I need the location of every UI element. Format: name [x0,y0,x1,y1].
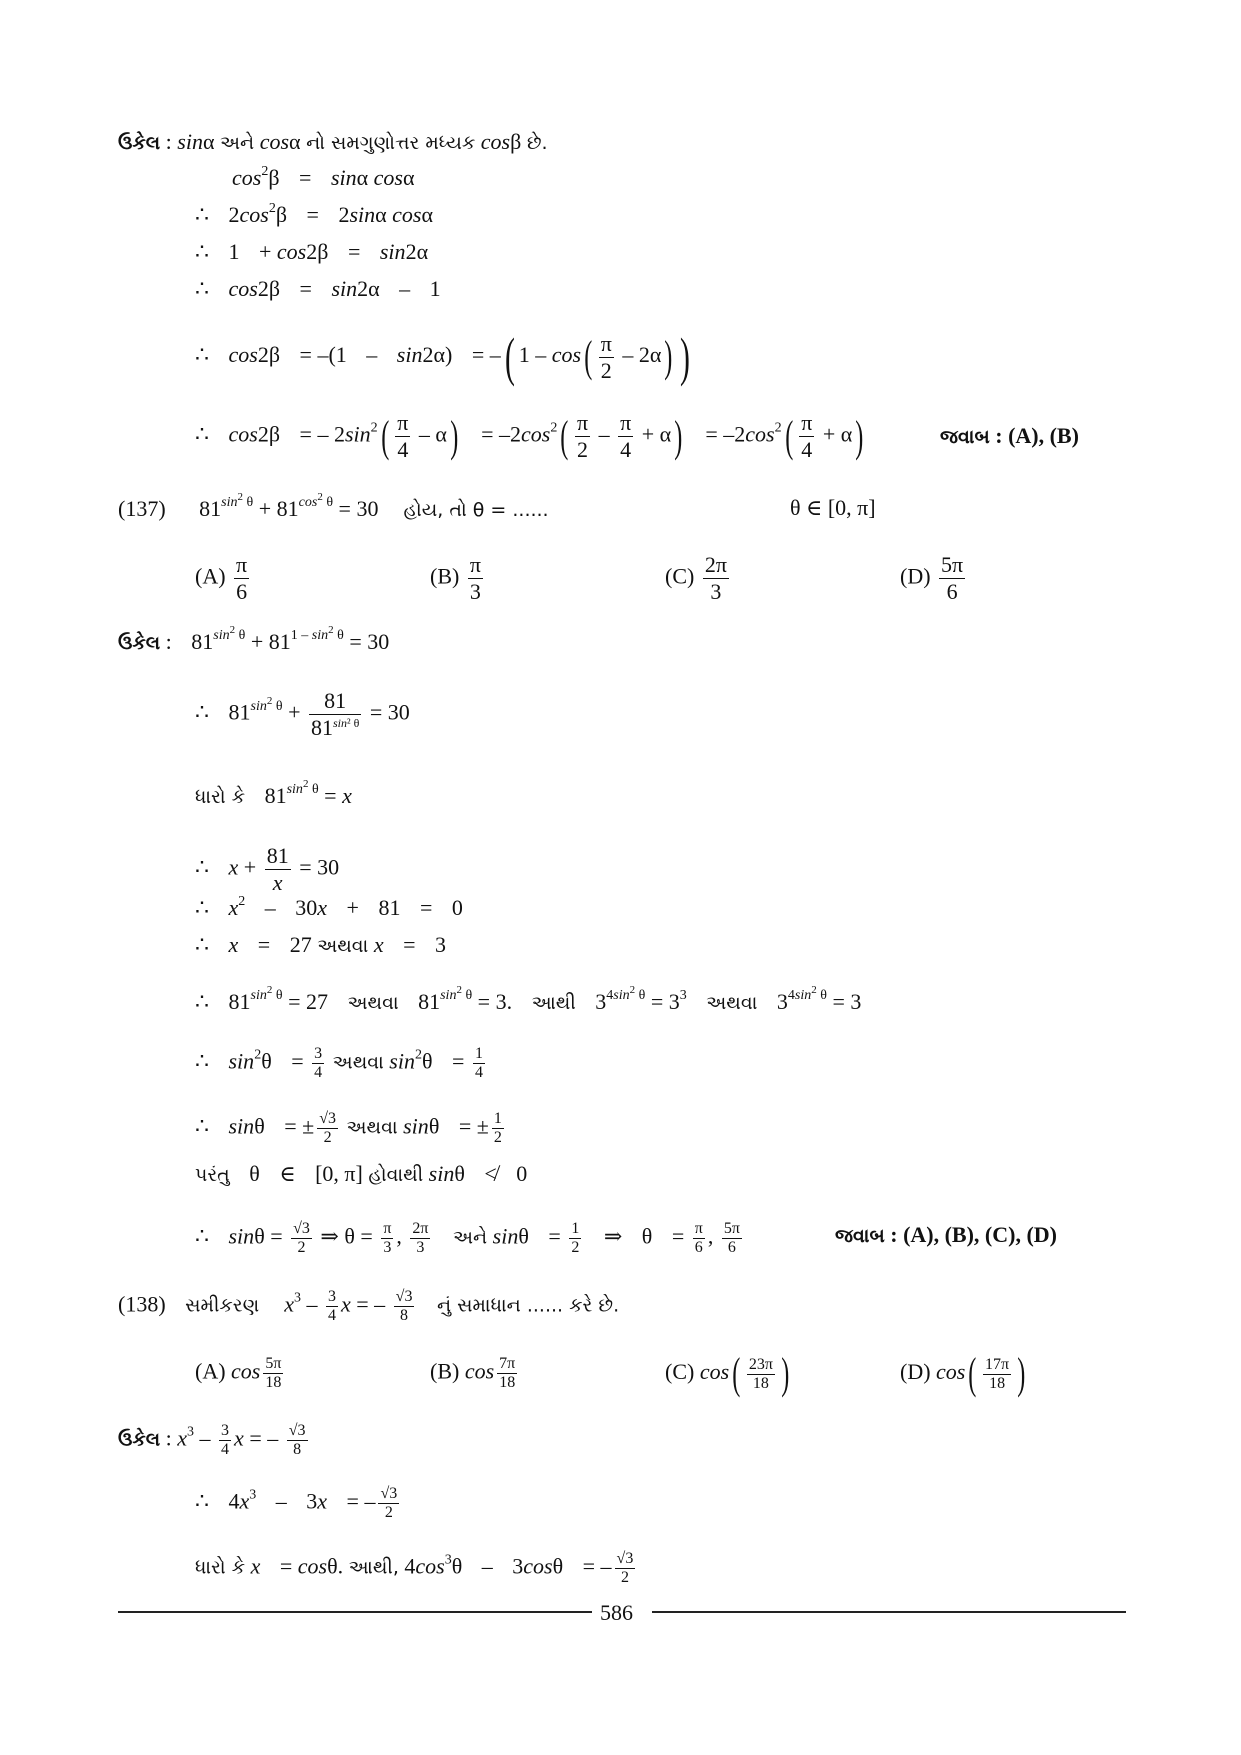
math-line: ∴ $\sin^2\theta$ = $\frac{3}{4}$ અથવા $\sin^2\theta$ = $\frac{1}{4}$ [195,1045,483,1081]
solution-137-line: ઉકેલ : $81^{sin^2 \theta} + 81^{1 - sin^2 \theta} = 30$ [118,624,390,654]
answer-137: જવાબ : (A), (B), (C), (D) [835,1222,1058,1247]
option-137-d: (D) $\frac{5\pi}{6}$ [900,552,964,604]
question-number: (138) [118,1291,166,1317]
math-line: ∴ sinθ = ± $\frac{√3}{2}$ અથવા sinθ = ± $\frac{1}{2}$ [195,1110,502,1146]
math-line: ∴ sinθ = $\frac{√3}{2}$ ⇒ θ = $\frac{\pi}{3}$ , $\frac{2\pi}{3}$ અને sinθ = $\frac{1}{2}$ ⇒ θ = $\frac{\pi}{6}$ , $\frac{5\pi}{6}$ [195,1220,740,1256]
question-137-domain: θ ∈ [0, π] [790,495,876,520]
page-number: 586 [600,1600,633,1625]
math-line: ધારો કે $81^{sin^2 \theta} = x$ [195,778,352,808]
math-line: ∴ $2\cos^2\beta = 2\sin\alpha$ cosα [195,201,434,227]
solution-label: ઉકેલ [118,132,161,154]
answer-136: જવાબ : (A), (B) [940,423,1079,448]
question-number: (137) [118,496,166,521]
question-138: (138) સમીકરણ $x^3$ – $\frac{3}{4}$ x = – $\frac{√3}{8}$ નું સમાધાન ...... કરે છે. [118,1288,620,1324]
question-137: (137) $81^{sin^2 \theta} + 81^{cos^2 \theta} = 30$ હોય, તો θ = ...... [118,491,549,521]
math-line: ∴ x + $\frac{81}{x}$ = 30 [195,843,340,895]
footer-rule-right [652,1611,1126,1613]
option-137-a: (A) $\frac{\pi}{6}$ [195,552,248,604]
math-line: ∴ cos2β = – $2\sin^2$( $\frac{\pi}{4}$ – $\alpha) = -2\cos^2$( $\frac{\pi}{2}$ – $\frac{\pi}{4}$ + $\alpha) = -2\cos^2$( $\frac{\pi}{4}$ + α) [195,410,864,462]
option-138-d: (D) cos( $\frac{17\pi}{18}$ ) [900,1349,1026,1398]
option-138-a: (A) cos $\frac{5\pi}{18}$ [195,1355,282,1391]
math-line: ∴ $x^2 - 30x + 81 = 0$ [195,894,463,920]
option-138-c: (C) cos( $\frac{23\pi}{18}$ ) [665,1349,790,1398]
solution-136-intro: ઉકેલ : sinα અને cosα નો સમગુણોત્તર મધ્યક cosβ છે. [118,129,548,154]
math-line: ∴ cos2β = sin2α – 1 [195,276,441,301]
footer-rule-left [118,1611,592,1613]
option-137-c: (C) $\frac{2\pi}{3}$ [665,552,727,604]
math-line: ∴ $81^{sin^2 \theta}$ + $\frac{81}{81^{sin^2 \theta}}$ = 30 [195,688,410,740]
option-137-b: (B) $\frac{\pi}{3}$ [430,552,481,604]
math-line: ∴ cos2β = –(1 – sin2α) = –( 1 – cos( $\frac{\pi}{2}$ – 2α) ) [195,327,690,387]
math-line: ∴ $81^{sin^2 \theta} = 27$ અથવા $81^{sin^2 \theta} = 3$. આથી $3^{4sin^2 \theta} = 3^3$ અથવા $3^{4sin^2 \theta} = 3$ [195,984,862,1014]
math-line: ∴ 1 + cos2β = sin2α [195,239,429,264]
math-line: ∴ x = 27 અથવા x = 3 [195,932,446,957]
math-line: ધારો કે x = cosθ. આથી, $4\cos^3\theta - 3\cos\theta$ = – $\frac{√3}{2}$ [195,1550,634,1586]
math-line: પરંતુ θ ∈ [0, π] હોવાથી sinθ ≮ 0 [195,1161,528,1186]
option-138-b: (B) cos $\frac{7\pi}{18}$ [430,1355,516,1391]
math-line: $\cos^2\beta = \sin\alpha$ cosα [232,164,415,190]
math-line: ∴ $4x^3 - 3x$ = – $\frac{√3}{2}$ [195,1485,398,1521]
solution-138-line: ઉકેલ : $x^3$ – $\frac{3}{4}$ x = – $\frac{√3}{8}$ [118,1422,306,1458]
